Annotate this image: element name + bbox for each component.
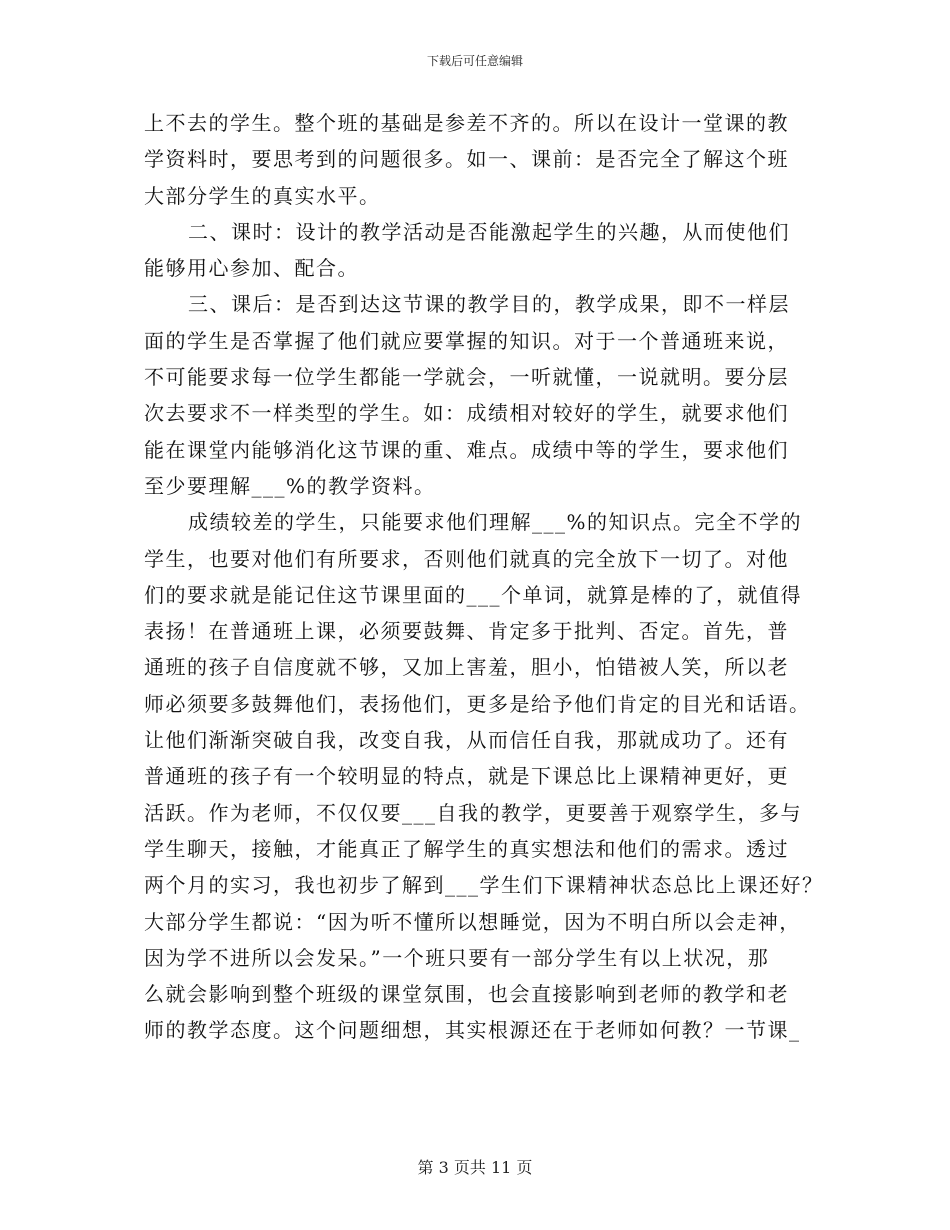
text-line: 能在课堂内能够消化这节课的重、难点。成绩中等的学生，要求他们	[144, 437, 789, 462]
text-line: 让他们渐渐突破自我，改变自我，从而信任自我，那就成功了。还有	[144, 728, 789, 753]
text-line: 不可能要求每一位学生都能一学就会，一听就懂，一说就明。要分层	[144, 365, 789, 390]
text-line: 两个月的实习，我也初步了解到___学生们下课精神状态总比上课还好？	[144, 873, 824, 898]
text-line: 学资料时，要思考到的问题很多。如一、课前：是否完全了解这个班	[144, 147, 789, 172]
text-line: 师的教学态度。这个问题细想，其实根源还在于老师如何教？一节课_	[144, 1018, 801, 1043]
text-line: 学生聊天，接触，才能真正了解学生的真实想法和他们的需求。透过	[144, 836, 789, 861]
text-line: 么就会影响到整个班级的课堂氛围，也会直接影响到老师的教学和老	[144, 982, 789, 1007]
page-header: 下载后可任意编辑	[426, 54, 523, 68]
text-line: 师必须要多鼓舞他们，表扬他们，更多是给予他们肯定的目光和话语。	[144, 691, 811, 716]
text-line: 面的学生是否掌握了他们就应要掌握的知识。对于一个普通班来说，	[144, 328, 789, 353]
text-line: 普通班的孩子有一个较明显的特点，就是下课总比上课精神更好，更	[144, 764, 789, 789]
text-line: 学生，也要对他们有所要求，否则他们就真的完全放下一切了。对他	[144, 546, 789, 571]
text-line: 二、课时：设计的教学活动是否能激起学生的兴趣，从而使他们	[188, 219, 790, 244]
text-line: 表扬！在普通班上课，必须要鼓舞、肯定多于批判、否定。首先，普	[144, 619, 789, 644]
page-footer: 第 3 页共 11 页	[417, 1158, 533, 1177]
document-body	[144, 105, 824, 1049]
text-line: 通班的孩子自信度就不够，又加上害羞，胆小，怕错被人笑，所以老	[144, 655, 789, 680]
text-line: 至少要理解___%的教学资料。	[144, 473, 436, 498]
text-line: 们的要求就是能记住这节课里面的___个单词，就算是棒的了，就值得	[144, 582, 802, 607]
text-line: 次去要求不一样类型的学生。如：成绩相对较好的学生，就要求他们	[144, 401, 789, 426]
text-line: 大部分学生的真实水平。	[144, 183, 381, 208]
text-line: 能够用心参加、配合。	[144, 256, 359, 281]
text-line: 大部分学生都说：“因为听不懂所以想睡觉，因为不明白所以会走神，	[144, 909, 801, 934]
text-line: 因为学不进所以会发呆。”一个班只要有一部分学生有以上状况，那	[144, 945, 770, 970]
text-line: 活跃。作为老师，不仅仅要___自我的教学，更要善于观察学生，多与	[144, 800, 802, 825]
text-line: 成绩较差的学生，只能要求他们理解___%的知识点。完全不学的	[188, 510, 803, 535]
text-line: 上不去的学生。整个班的基础是参差不齐的。所以在设计一堂课的教	[144, 111, 789, 135]
text-line: 三、课后：是否到达这节课的教学目的，教学成果，即不一样层	[188, 292, 790, 317]
